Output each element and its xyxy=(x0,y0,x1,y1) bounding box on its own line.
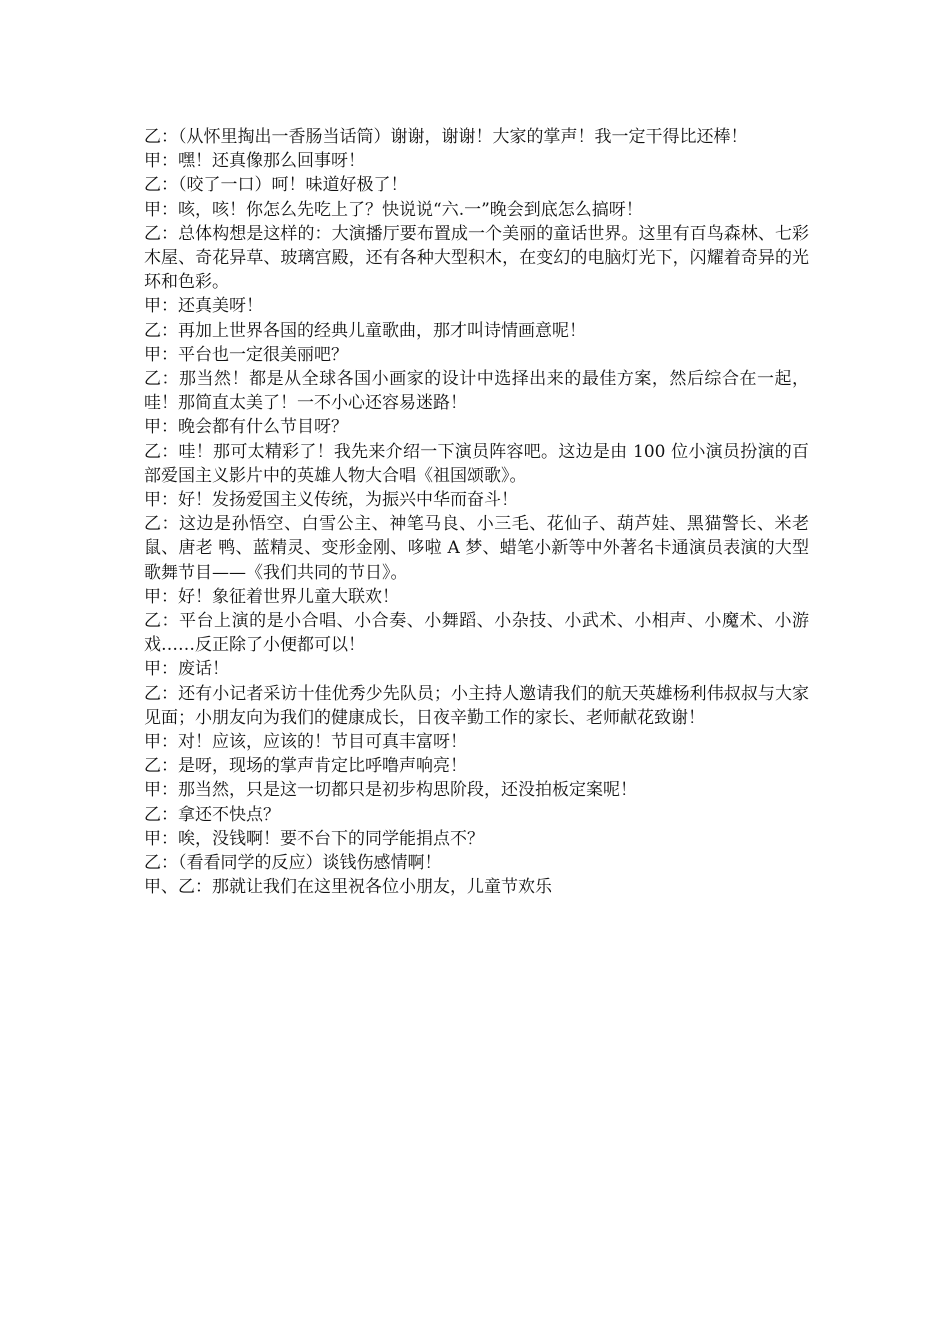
dialogue-line: 乙：那当然！都是从全球各国小画家的设计中选择出来的最佳方案，然后综合在一起，哇！那简直太美了！一不小心还容易迷路！ xyxy=(144,369,809,414)
dialogue-line: 甲：唉，没钱啊！要不台下的同学能捐点不？ xyxy=(144,828,484,849)
dialogue-line: 乙：拿还不快点？ xyxy=(144,804,280,825)
dialogue-line: 甲：那当然，只是这一切都只是初步构思阶段，还没拍板定案呢！ xyxy=(144,780,637,801)
dialogue-line: 乙：还有小记者采访十佳优秀少先队员；小主持人邀请我们的航天英雄杨利伟叔叔与大家见面；小朋友向为我们的健康成长，日夜辛勤工作的家长、老师献花致谢！ xyxy=(144,683,809,728)
dialogue-line: 甲：咳，咳！你怎么先吃上了？快说说“六.一”晚会到底怎么搞呀！ xyxy=(144,199,643,220)
dialogue-line: 甲：嘿！还真像那么回事呀！ xyxy=(144,151,365,172)
dialogue-line: 甲、乙：那就让我们在这里祝各位小朋友，儿童节欢乐 xyxy=(144,877,552,898)
dialogue-line: 甲：平台也一定很美丽吧？ xyxy=(144,344,348,365)
dialogue-line: 乙：总体构想是这样的：大演播厅要布置成一个美丽的童话世界。这里有百鸟森林、七彩木屋、奇花异草、玻璃宫殿，还有各种大型积木，在变幻的电脑灯光下，闪耀着奇异的光环和色彩。 xyxy=(144,223,809,293)
dialogue-line: 甲：还真美呀！ xyxy=(144,296,263,317)
dialogue-line: 乙：平台上演的是小合唱、小合奏、小舞蹈、小杂技、小武术、小相声、小魔术、小游戏……反正除了小便都可以！ xyxy=(144,611,809,656)
dialogue-line: 甲：好！象征着世界儿童大联欢！ xyxy=(144,586,399,607)
dialogue-line: 乙：（看看同学的反应）谈钱伤感情啊！ xyxy=(144,853,442,874)
dialogue-line: 乙：（咬了一口）呵！味道好极了！ xyxy=(144,175,408,196)
dialogue-line: 乙：哇！那可太精彩了！我先来介绍一下演员阵容吧。这边是由 100 位小演员扮演的百部爱国主义影片中的英雄人物大合唱《祖国颂歌》。 xyxy=(144,441,809,486)
dialogue-line: 甲：晚会都有什么节目呀？ xyxy=(144,417,348,438)
dialogue-line: 甲：废话！ xyxy=(144,659,229,680)
dialogue-line: 甲：好！发扬爱国主义传统，为振兴中华而奋斗！ xyxy=(144,490,518,511)
dialogue-line: 甲：对！应该，应该的！节目可真丰富呀！ xyxy=(144,732,467,753)
dialogue-line: 乙：是呀，现场的掌声肯定比呼噜声响亮！ xyxy=(144,756,467,777)
dialogue-line: 乙：这边是孙悟空、白雪公主、神笔马良、小三毛、花仙子、葫芦娃、黑猫警长、米老鼠、唐老 鸭、蓝精灵、变形金刚、哆啦 A 梦、蜡笔小新等中外著名卡通演员表演的大型歌舞节目——《我们共同的节日》。 xyxy=(144,514,809,583)
dialogue-line: 乙：再加上世界各国的经典儿童歌曲，那才叫诗情画意呢！ xyxy=(144,320,586,341)
dialogue-text xyxy=(144,125,809,900)
dialogue-line: 乙：（从怀里掏出一香肠当话筒）谢谢，谢谢！大家的掌声！我一定干得比还棒！ xyxy=(144,127,748,147)
